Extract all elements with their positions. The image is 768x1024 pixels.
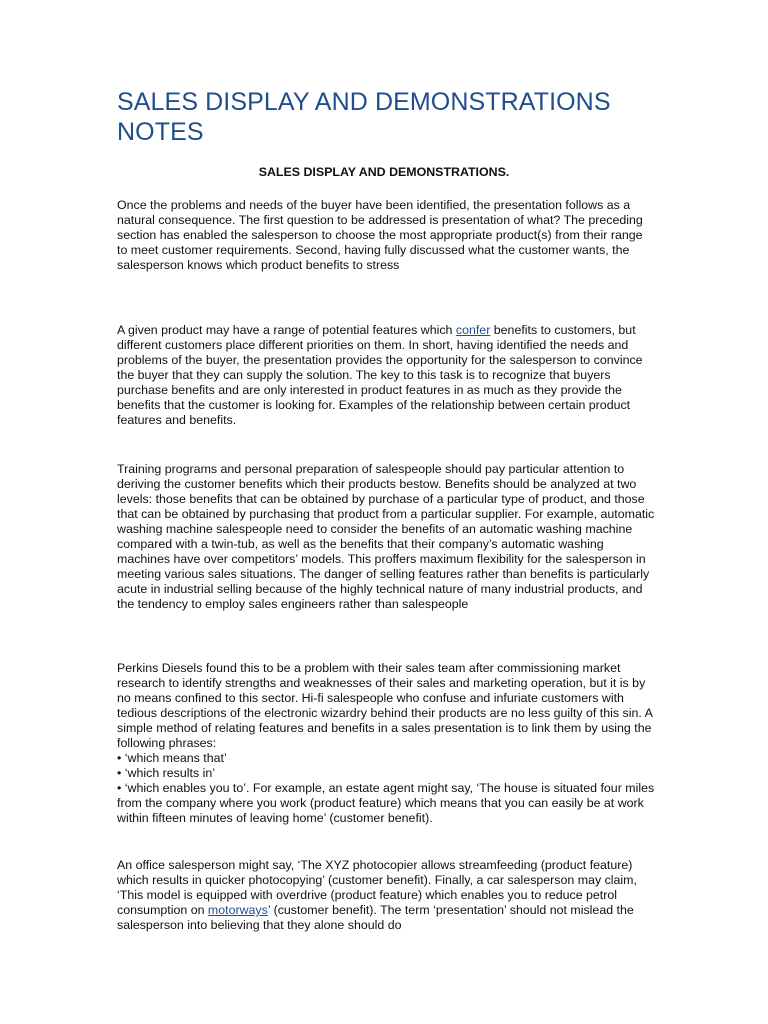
paragraph-5: [117, 858, 655, 933]
paragraph-3: Training programs and personal preparation of salespeople should pay particular attention to deriving the customer benefits which their products bestow. Benefits should be analyzed at two levels: those benefits that can be obtained by purchase of a particular type of product, and those that can be obtained by purchasing that product from a particular supplier. For example, automatic washing machine salespeople need to consider the benefits of an automatic washing machine compared with a twin-tub, as well as the benefits that their company’s automatic washing machines have over competitors’ models. This proffers maximum flexibility for the salesperson in meeting various sales situations. The danger of selling features rather than benefits is particularly acute in industrial selling because of the highly technical nature of many industrial products, and the tendency to employ sales engineers rather than salespeople: [117, 462, 655, 611]
paragraph-2-text-end: benefits to customers, but different customers place different priorities on them. In short, having identified the needs and problems of the buyer, the presentation provides the opportunity for the salesperson to convince the buyer that they can supply the solution. The key to this task is to recognize that buyers purchase benefits and are only interested in product features in as much as they provide the benefits that the customer is looking for. Examples of the relationship between certain product features and benefits.: [117, 323, 643, 427]
confer-link[interactable]: confer: [455, 323, 491, 337]
paragraph-5-text-start: An office salesperson might say, ‘The XYZ photocopier allows streamfeeding (product feature) which results in quicker photocopying’ (customer benefit). Finally, a car salesperson may claim, ‘This model is equipped with overdrive (product feature) which enables you to reduce petrol consumption on: [117, 858, 637, 917]
section-heading: SALES DISPLAY AND DEMONSTRATIONS.: [258, 165, 510, 179]
paragraph-4: [117, 661, 655, 826]
bullet-item-3: • ‘which enables you to’. For example, an estate agent might say, ‘The house is situated four miles from the company where you work (product feature) which means that you can easily be at work within fifteen minutes of leaving home’ (customer benefit).: [117, 781, 655, 825]
paragraph-2-text-start: A given product may have a range of potential features which: [117, 323, 456, 337]
paragraph-2: [117, 323, 655, 428]
page-title: SALES DISPLAY AND DEMONSTRATIONS NOTES: [117, 88, 611, 146]
paragraph-1: Once the problems and needs of the buyer have been identified, the presentation follows as a natural consequence. The first question to be addressed is presentation of what? The preceding section has enabled the salesperson to choose the most appropriate product(s) from their range to meet customer requirements. Second, having fully discussed what the customer wants, the salesperson knows which product benefits to stress: [117, 198, 643, 272]
motorways-link[interactable]: motorways: [207, 903, 268, 917]
bullet-item-2: • ‘which results in’: [117, 766, 215, 780]
paragraph-5-text-end: ’ (customer benefit). The term ‘presentation’ should not mislead the salesperson into believing that they alone should do: [117, 903, 634, 932]
bullet-item-1: • ‘which means that’: [117, 751, 227, 765]
paragraph-4-intro: Perkins Diesels found this to be a problem with their sales team after commissioning market research to identify strengths and weaknesses of their sales and marketing operation, but it is by no means confined to this sector. Hi-fi salespeople who confuse and infuriate customers with tedious descriptions of the electronic wizardry behind their products are no less guilty of this sin. A simple method of relating features and benefits in a sales presentation is to link them by using the following phrases:: [117, 661, 653, 750]
